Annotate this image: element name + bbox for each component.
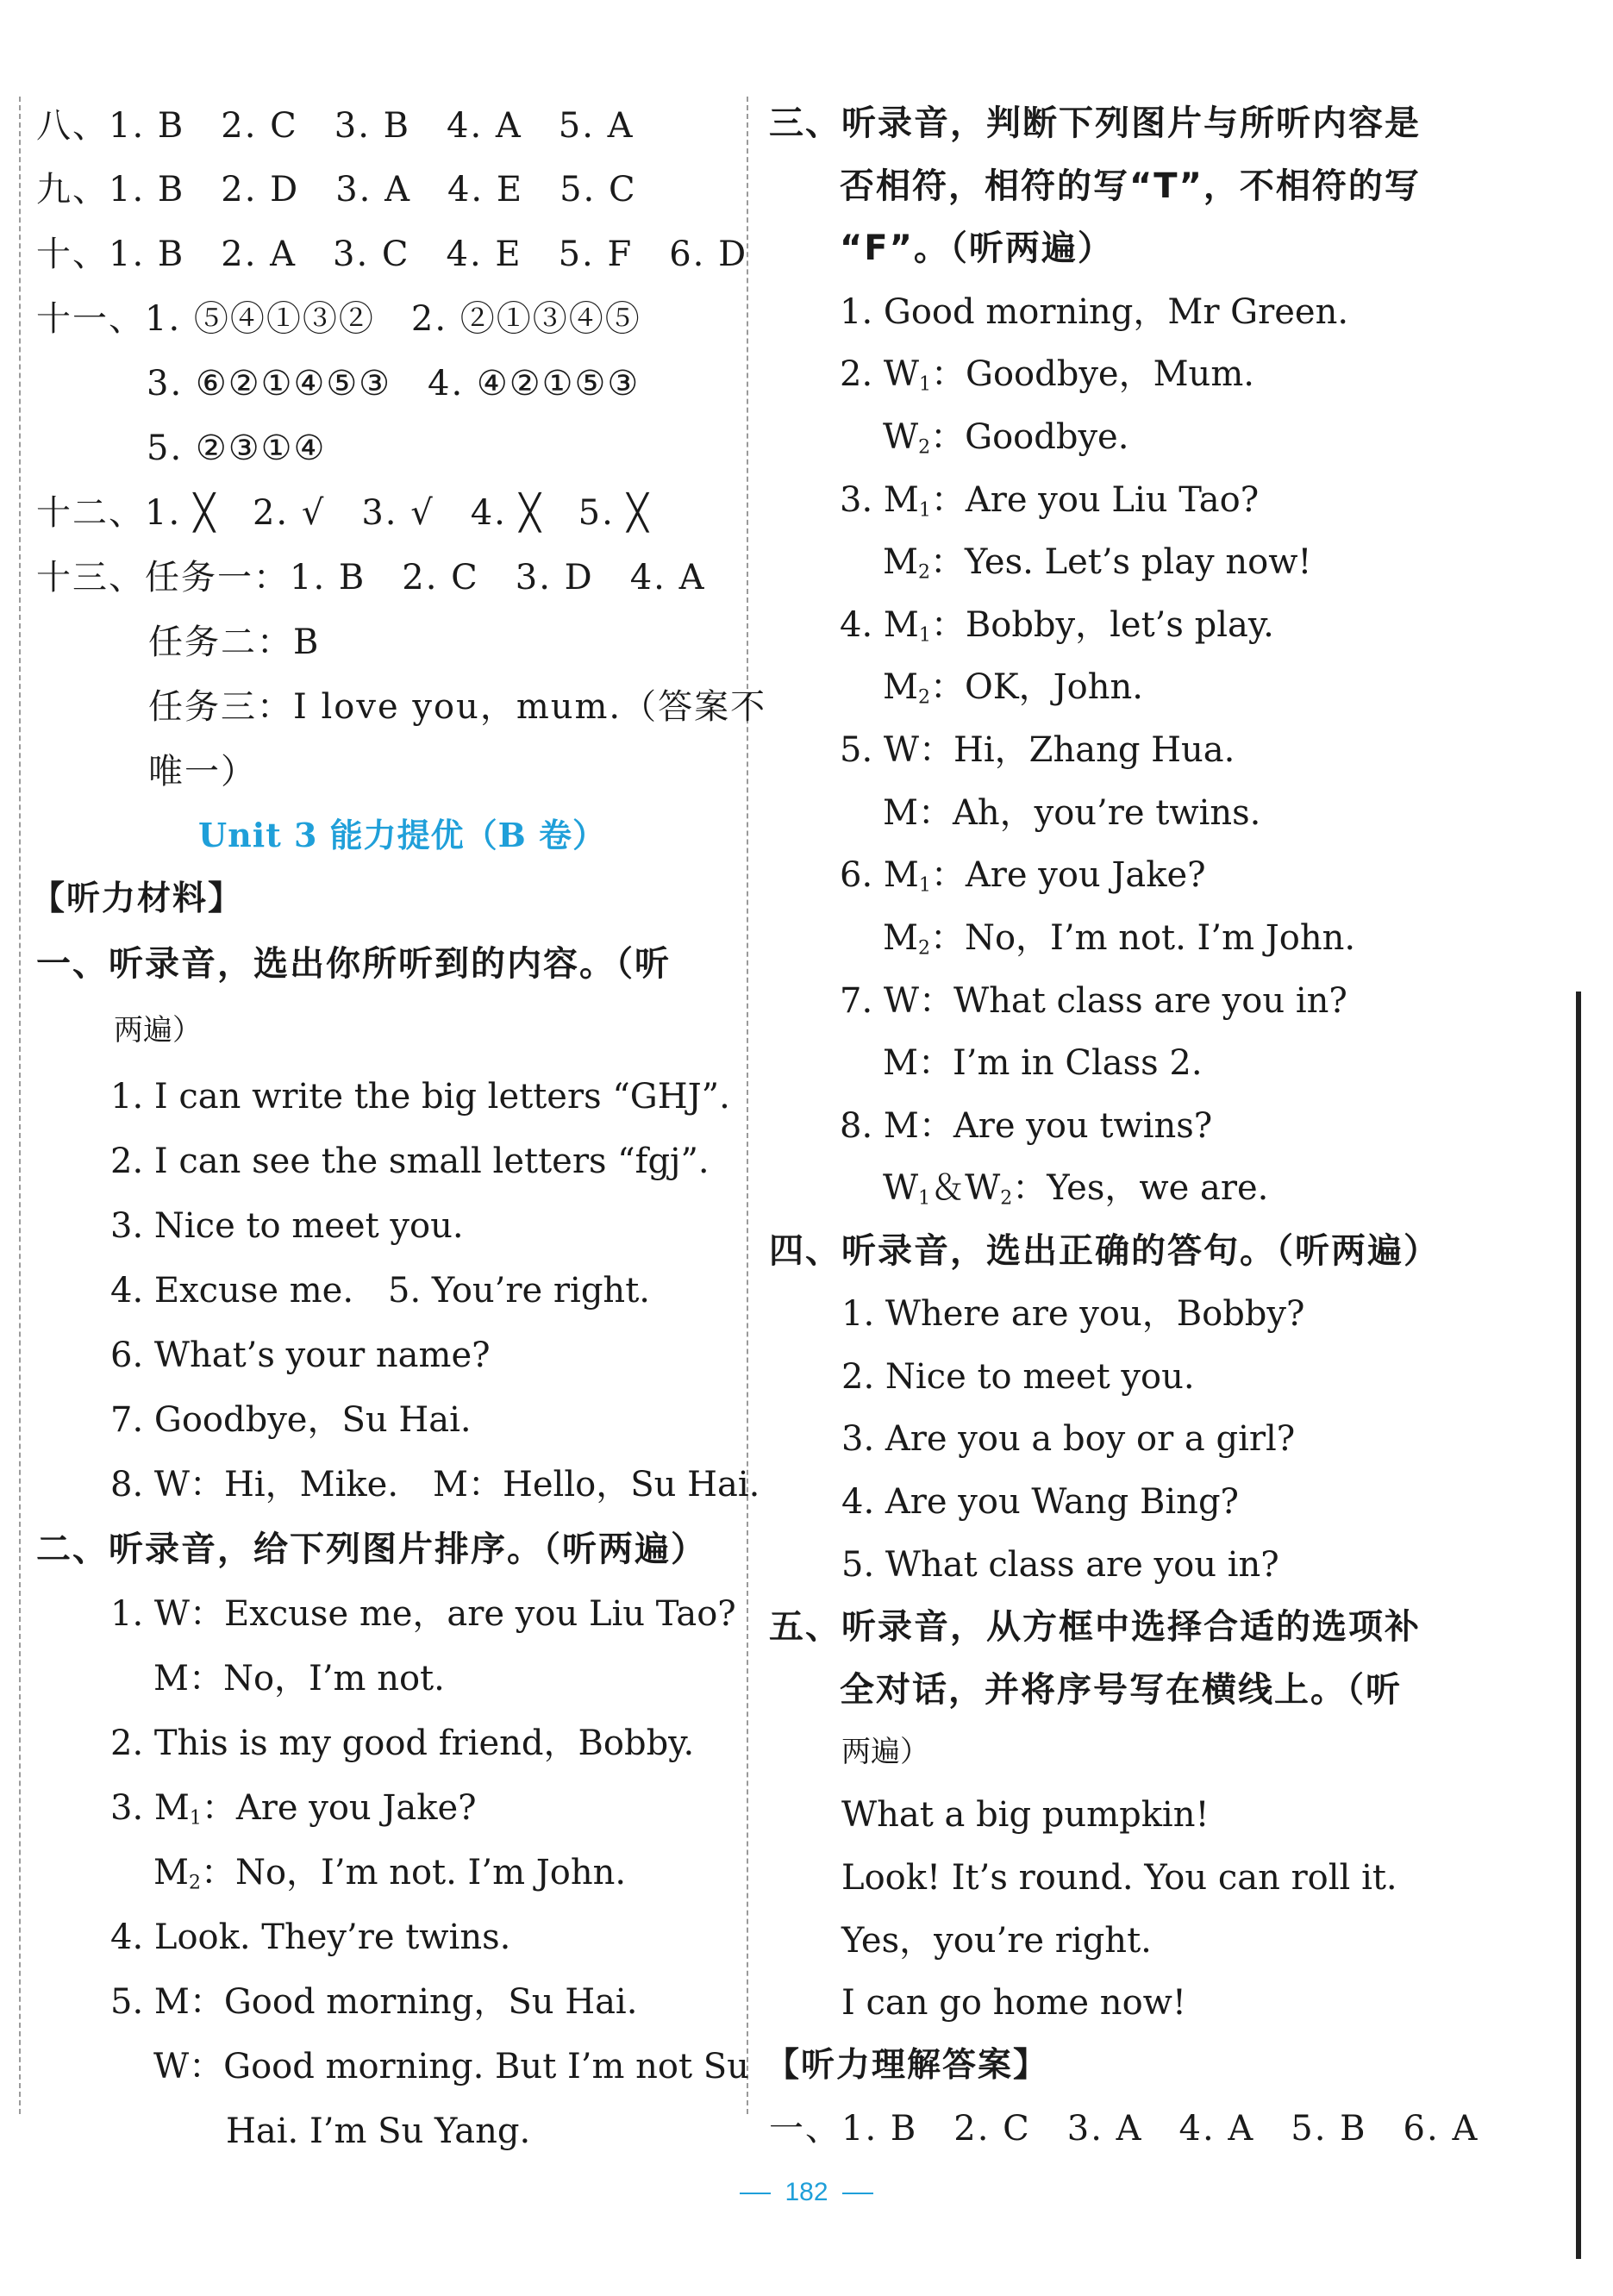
- list-item: 8. W：Hi，Mike. M：Hello，Su Hai.: [110, 1465, 760, 1505]
- column-divider: [747, 97, 748, 2114]
- answer-line: 唯一）: [148, 752, 257, 791]
- list-item: 3. Are you a boy or a girl?: [841, 1419, 1296, 1459]
- answer-line: 一、1. B 2. C 3. A 4. A 5. B 6. A: [769, 2109, 1479, 2149]
- list-item: $M_2$：OK，John.: [883, 667, 1143, 709]
- list-item: $M_2$：No，I’m not. I’m John.: [883, 918, 1356, 960]
- answer-line: 九、1. B 2. D 3. A 4. E 5. C: [36, 170, 637, 210]
- answer-line: 十二、1. ╳ 2. √ 3. √ 4. ╳ 5. ╳: [36, 493, 650, 533]
- list-item: 4. Look. They’re twins.: [110, 1918, 511, 1957]
- list-item: 1. W：Excuse me，are you Liu Tao?: [110, 1594, 736, 1634]
- question-title: 三、听录音，判断下列图片与所听内容是: [769, 103, 1421, 143]
- unit-title: Unit 3 能力提优（B 卷）: [198, 816, 607, 854]
- list-item: I can go home now!: [841, 1983, 1186, 2023]
- list-item: 6. $M_1$：Are you Jake?: [840, 855, 1206, 897]
- list-item: $W_2$：Goodbye.: [883, 417, 1129, 459]
- question-title-cont: 否相符，相符的写“T”，不相符的写: [840, 166, 1421, 206]
- question-title-cont: “F”。（听两遍）: [840, 228, 1114, 268]
- list-item: 4. $M_1$：Bobby，let’s play.: [840, 605, 1274, 647]
- question-title: 五、听录音，从方框中选择合适的选项补: [769, 1607, 1421, 1647]
- question-title: 四、听录音，选出正确的答句。（听两遍）: [769, 1231, 1440, 1271]
- list-item: 4. Excuse me. 5. You’re right.: [110, 1271, 650, 1311]
- list-item: 3. Nice to meet you.: [110, 1206, 464, 1246]
- list-item: 1. Where are you，Bobby?: [841, 1294, 1305, 1334]
- list-item: 3. $M_1$：Are you Jake?: [110, 1788, 477, 1830]
- answer-line: 3. ⑥②①④⑤③ 4. ④②①⑤③: [147, 364, 641, 404]
- list-item: Look! It’s round. You can roll it.: [841, 1858, 1397, 1898]
- answer-line: 十三、任务一：1. B 2. C 3. D 4. A: [36, 558, 706, 597]
- question-title: 一、听录音，选出你所听到的内容。（听: [36, 944, 671, 984]
- list-item: 5. What class are you in?: [841, 1545, 1279, 1585]
- list-item: 2. $W_1$：Goodbye，Mum.: [840, 354, 1254, 396]
- answer-line: 任务三：I love you，mum.（答案不: [148, 687, 767, 727]
- list-item: Hai. I’m Su Yang.: [226, 2111, 531, 2151]
- list-item: 8. M：Are you twins?: [840, 1106, 1213, 1146]
- answer-key-header: 【听力理解答案】: [766, 2046, 1049, 2085]
- list-item: M：No，I’m not.: [153, 1659, 445, 1699]
- list-item: $M_2$：No，I’m not. I’m John.: [153, 1853, 627, 1894]
- list-item: 1. I can write the big letters “GHJ”.: [110, 1077, 730, 1117]
- list-item: $M_2$：Yes. Let’s play now!: [883, 542, 1312, 584]
- list-item: 3. $M_1$：Are you Liu Tao?: [840, 480, 1260, 522]
- list-item: 5. M：Good morning，Su Hai.: [110, 1982, 638, 2022]
- answer-line: 八、1. B 2. C 3. B 4. A 5. A: [36, 106, 635, 146]
- answer-line: 十、1. B 2. A 3. C 4. E 5. F 6. D: [36, 235, 748, 274]
- list-item: 1. Good morning，Mr Green.: [840, 292, 1349, 332]
- list-item: W：Good morning. But I’m not Su: [153, 2047, 749, 2086]
- question-title-cont: 两遍）: [114, 1013, 202, 1048]
- list-item: M：Ah，you’re twins.: [883, 793, 1261, 833]
- list-item: 5. W：Hi，Zhang Hua.: [840, 730, 1235, 770]
- list-item: 4. Are you Wang Bing?: [841, 1482, 1239, 1522]
- list-item: 2. This is my good friend，Bobby.: [110, 1724, 695, 1763]
- answer-line: 十一、1. ⑤④①③② 2. ②①③④⑤: [36, 299, 641, 339]
- page-edge-mark: [1576, 992, 1581, 2259]
- list-item: $W_1$＆$W_2$：Yes，we are.: [883, 1168, 1269, 1210]
- answer-line: 任务二：B: [148, 622, 321, 662]
- question-title-cont: 全对话，并将序号写在横线上。（听: [840, 1670, 1402, 1710]
- question-title: 二、听录音，给下列图片排序。（听两遍）: [36, 1530, 707, 1569]
- listening-material-header: 【听力材料】: [31, 879, 244, 918]
- left-margin-divider: [19, 97, 21, 2114]
- page-number: 182: [0, 2178, 1613, 2207]
- list-item: 7. Goodbye，Su Hai.: [110, 1400, 472, 1440]
- answer-line: 5. ②③①④: [147, 429, 327, 468]
- list-item: 2. I can see the small letters “fgj”.: [110, 1142, 710, 1181]
- list-item: Yes，you’re right.: [841, 1921, 1152, 1961]
- question-title-cont: 两遍）: [841, 1735, 929, 1769]
- list-item: 7. W：What class are you in?: [840, 981, 1347, 1021]
- list-item: M：I’m in Class 2.: [883, 1043, 1203, 1083]
- list-item: What a big pumpkin!: [841, 1795, 1210, 1835]
- list-item: 6. What’s your name?: [110, 1336, 491, 1375]
- list-item: 2. Nice to meet you.: [841, 1357, 1195, 1397]
